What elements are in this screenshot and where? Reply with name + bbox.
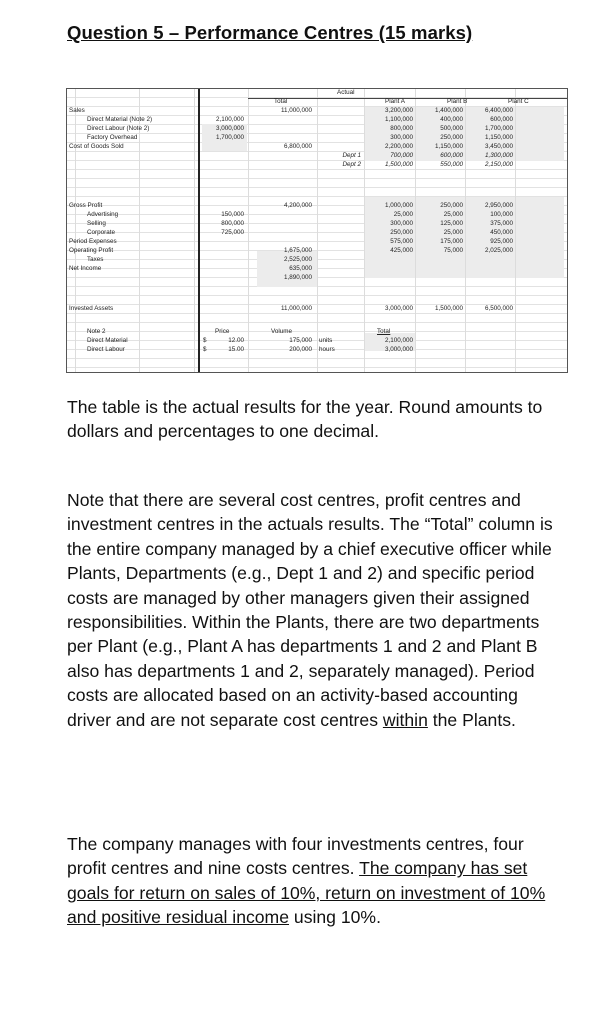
cell-value: 450,000 xyxy=(490,229,513,236)
cell-value: 1,500,000 xyxy=(434,305,463,312)
cell-value: 600,000 xyxy=(490,116,513,123)
price-header: Price xyxy=(215,328,230,335)
header-plant-c: Plant C xyxy=(508,98,529,105)
cell-value: 1,100,000 xyxy=(384,116,413,123)
cell-value: 2,100,000 xyxy=(384,337,413,344)
cell-value: 125,000 xyxy=(440,220,463,227)
cell-value: 1,700,000 xyxy=(215,134,244,141)
text-span: using 10%. xyxy=(289,907,381,928)
cell-value: 800,000 xyxy=(390,125,413,132)
row-label: Dept 2 xyxy=(342,161,361,168)
cell-value: 2,150,000 xyxy=(484,161,513,168)
cell-value: 175,000 xyxy=(289,337,312,344)
cell-value: 3,000,000 xyxy=(215,125,244,132)
cell-value: 3,000,000 xyxy=(384,305,413,312)
cell-value: 1,400,000 xyxy=(434,107,463,114)
header-actual: Actual xyxy=(337,89,355,96)
cell-value: 1,700,000 xyxy=(484,125,513,132)
cell-value: 175,000 xyxy=(440,238,463,245)
cell-value: 200,000 xyxy=(289,346,312,353)
row-label: Corporate xyxy=(87,229,116,236)
row-label: Factory Overhead xyxy=(87,134,138,141)
cell-value: 1,150,000 xyxy=(434,143,463,150)
cell-value: 1,675,000 xyxy=(283,247,312,254)
volume-header: Volume xyxy=(271,328,293,335)
row-label: Invested Assets xyxy=(69,305,114,312)
cell-value: 1,890,000 xyxy=(283,274,312,281)
cell-value: 1,150,000 xyxy=(484,134,513,141)
cell-value: 700,000 xyxy=(390,152,413,159)
row-label: Period Expenses xyxy=(69,238,117,245)
dollar-sign: $ xyxy=(203,346,207,353)
cell-value: 250,000 xyxy=(440,134,463,141)
cell-value: 800,000 xyxy=(221,220,244,227)
row-label: Sales xyxy=(69,107,85,114)
cell-value: 4,200,000 xyxy=(283,202,312,209)
cell-value: 1,300,000 xyxy=(484,152,513,159)
cell-value: 150,000 xyxy=(221,211,244,218)
cell-value: 925,000 xyxy=(490,238,513,245)
question-title: Question 5 – Performance Centres (15 marks) xyxy=(67,22,473,43)
row-label: Operating Profit xyxy=(69,247,114,254)
paragraph-goals xyxy=(67,832,557,930)
cell-value: 600,000 xyxy=(440,152,463,159)
cell-value: 11,000,000 xyxy=(280,305,312,312)
row-label: Note 2 xyxy=(87,328,106,335)
cell-value: 2,525,000 xyxy=(283,256,312,263)
cell-value: 100,000 xyxy=(490,211,513,218)
paragraph-instructions: The table is the actual results for the year. Round amounts to dollars and percentages to one decimal. xyxy=(67,397,543,442)
cell-value: 25,000 xyxy=(443,211,463,218)
row-label: Net Income xyxy=(69,265,102,272)
cell-value: 725,000 xyxy=(221,229,244,236)
cell-value: 6,400,000 xyxy=(484,107,513,114)
text-span: the Plants. xyxy=(427,709,516,730)
row-label: Direct Material xyxy=(87,337,128,344)
text-span: The company manages with four investments centres, four profit centres and nine costs centres. xyxy=(67,834,524,879)
cell-value: 2,025,000 xyxy=(484,247,513,254)
text-underlined: within xyxy=(382,709,428,730)
cell-value: 2,200,000 xyxy=(384,143,413,150)
cell-value: 550,000 xyxy=(440,161,463,168)
cell-value: 575,000 xyxy=(390,238,413,245)
cell-value: 3,000,000 xyxy=(384,346,413,353)
cell-value: 6,500,000 xyxy=(484,305,513,312)
cell-value: 12.00 xyxy=(228,337,244,344)
cell-value: 2,100,000 xyxy=(215,116,244,123)
row-label: Direct Material (Note 2) xyxy=(87,116,153,123)
cell-value: 635,000 xyxy=(289,265,312,272)
cell-value: 3,200,000 xyxy=(384,107,413,114)
cell-value: 250,000 xyxy=(440,202,463,209)
cell-value: 1,000,000 xyxy=(384,202,413,209)
cell-value: 250,000 xyxy=(390,229,413,236)
text-span: Note that there are several cost centres, profit centres and investment centres in the actuals results. The “Total” column is the entire company managed by a chief executive officer while Plants, Departments (e.g., Dept 1 and 2) and specific period costs are managed by other managers given their assigned responsibilities. Within the Plants, there are two departments per Plant (e.g., Plant A has departments 1 and 2 and Plant B also has departments 1 and 2, separately managed). Period costs are allocated based on an activity-based accounting driver and are not separate cost centres xyxy=(67,490,553,730)
cell-value: 11,000,000 xyxy=(280,107,312,114)
cell-value: 300,000 xyxy=(390,134,413,141)
cell-value: 425,000 xyxy=(390,247,413,254)
cell-value: 1,500,000 xyxy=(384,161,413,168)
header-plant-b: Plant B xyxy=(447,98,468,105)
header-total: Total xyxy=(274,98,288,105)
unit-label: units xyxy=(319,337,333,344)
dollar-sign: $ xyxy=(203,337,207,344)
actuals-table xyxy=(66,88,568,373)
row-label: Dept 1 xyxy=(342,152,361,159)
row-label: Advertising xyxy=(87,211,119,218)
cell-value: 3,450,000 xyxy=(484,143,513,150)
cell-value: 15.00 xyxy=(228,346,244,353)
cell-value: 6,800,000 xyxy=(283,143,312,150)
cell-value: 375,000 xyxy=(490,220,513,227)
paragraph-centres xyxy=(67,488,557,732)
cell-value: 25,000 xyxy=(393,211,413,218)
cell-value: 75,000 xyxy=(443,247,463,254)
row-label: Direct Labour xyxy=(87,346,125,353)
row-label: Cost of Goods Sold xyxy=(69,143,124,150)
row-label: Taxes xyxy=(87,256,104,263)
cell-value: 400,000 xyxy=(440,116,463,123)
header-plant-a: Plant A xyxy=(385,98,405,105)
row-label: Selling xyxy=(87,220,106,227)
text-underlined: The company has set goals for return on sales of 10%, return on investment of 10% and positive residual income xyxy=(67,858,546,928)
cell-value: 500,000 xyxy=(440,125,463,132)
cell-value: 25,000 xyxy=(443,229,463,236)
cell-value: 2,950,000 xyxy=(484,202,513,209)
unit-label: hours xyxy=(319,346,335,353)
cell-value: 300,000 xyxy=(390,220,413,227)
total-header: Total xyxy=(377,328,391,335)
row-label: Direct Labour (Note 2) xyxy=(87,125,150,132)
row-label: Gross Profit xyxy=(69,202,103,209)
